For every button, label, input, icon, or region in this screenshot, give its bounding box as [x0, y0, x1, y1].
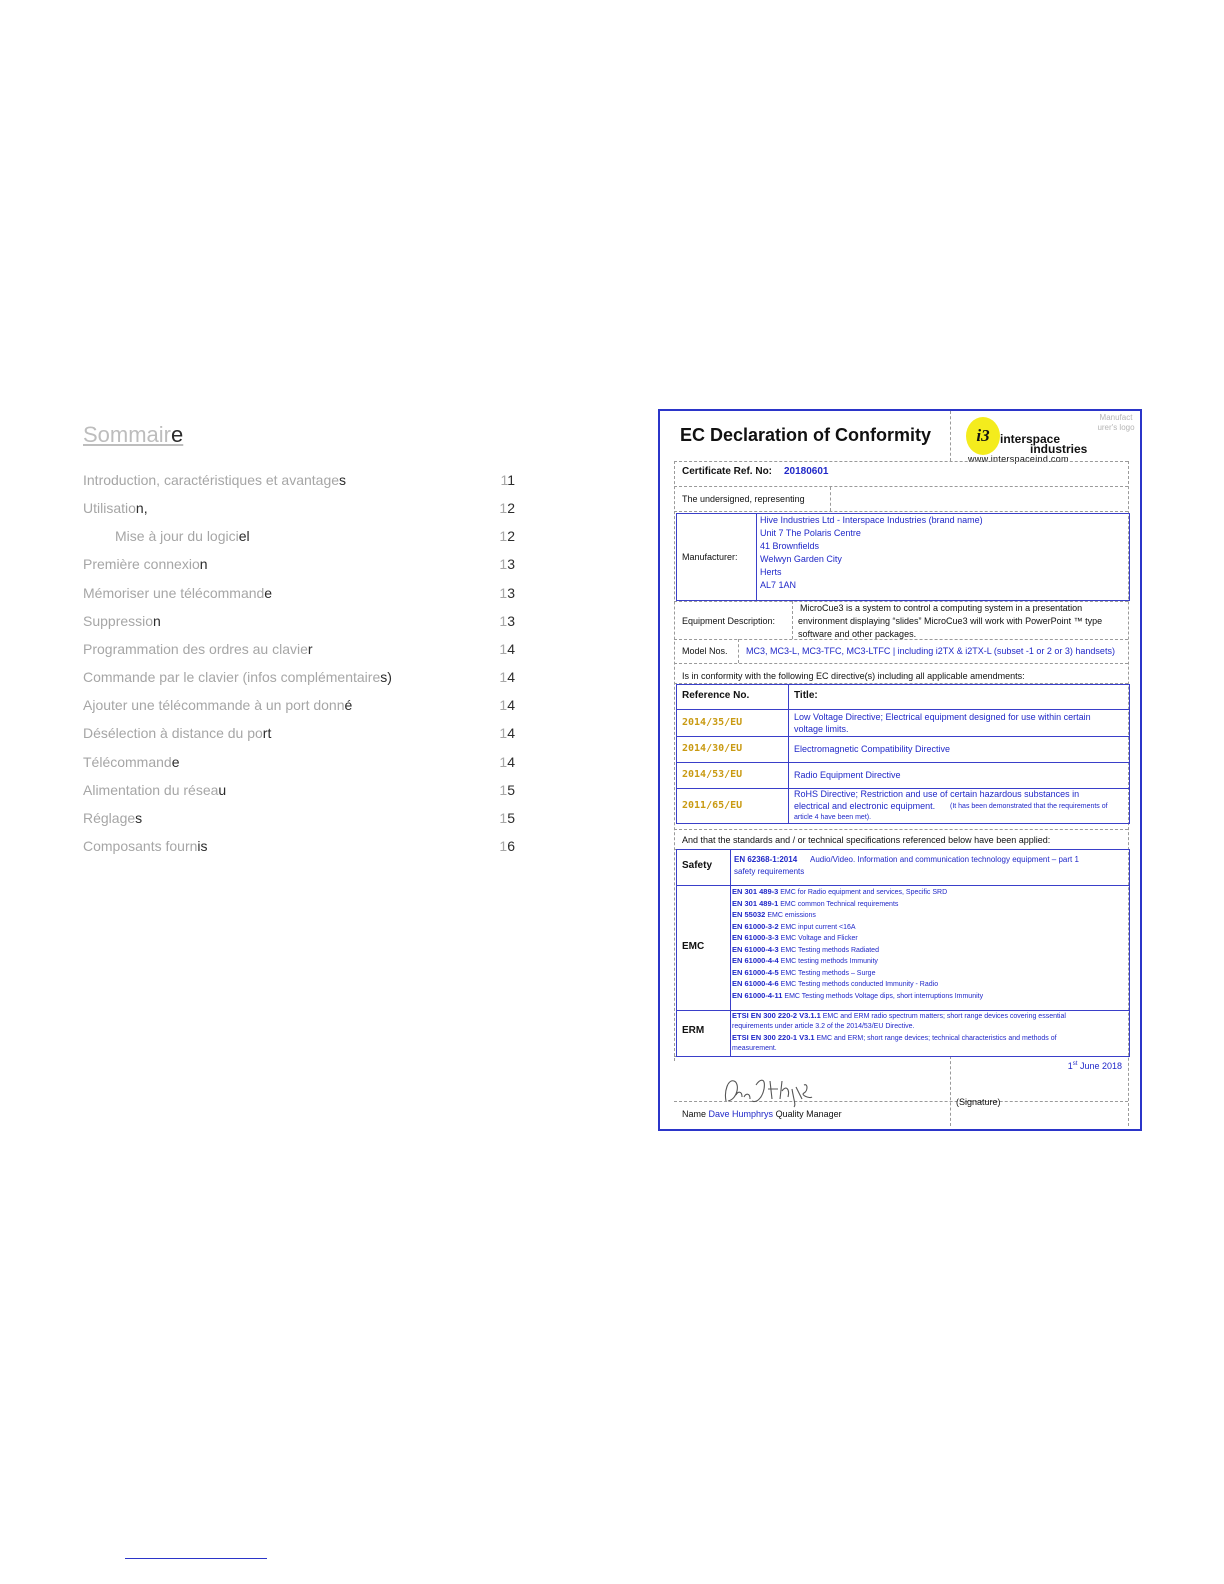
toc-entry-page: 12 — [499, 500, 515, 517]
directive-title: Electromagnetic Compatibility Directive — [794, 744, 951, 754]
directive-title: electrical and electronic equipment. — [794, 801, 936, 811]
cert-ref-value: 20180601 — [784, 466, 829, 477]
toc-entry[interactable] — [83, 556, 515, 578]
conformity-text: Is in conformity with the following EC directive(s) including all applicable amendments: — [682, 671, 1025, 681]
toc-entry-page: 14 — [499, 725, 515, 742]
toc-entry-page: 15 — [499, 781, 515, 798]
handwritten-signature-icon — [720, 1071, 820, 1109]
emc-standard: EN 61000-4-6 EMC Testing methods conducted Immunity - Radio — [732, 979, 939, 988]
toc-entry[interactable] — [83, 585, 515, 607]
toc-entry-label: Composants fournis — [83, 837, 208, 854]
toc-entry-page: 15 — [499, 809, 515, 826]
toc-entry-label: Suppression — [83, 612, 161, 629]
toc-entry[interactable] — [83, 725, 515, 747]
toc-entry-page: 11 — [500, 472, 515, 488]
toc-entry[interactable] — [83, 838, 515, 860]
toc-entry-page: 14 — [499, 640, 515, 657]
ec-declaration-certificate — [658, 409, 1142, 1131]
directive-title: Low Voltage Directive; Electrical equipment designed for use within certain — [794, 712, 1091, 722]
erm-label: ERM — [682, 1025, 705, 1036]
emc-standard: EN 301 489-1 EMC common Technical requirements — [732, 898, 899, 908]
safety-standard: EN 62368-1:2014 — [734, 855, 798, 864]
emc-standard: EN 61000-4-11 EMC Testing methods Voltage dips, short interruptions Immunity — [732, 990, 984, 1000]
erm-standard-desc: measurement. — [732, 1045, 777, 1052]
directive-ref: 2014/35/EU — [682, 717, 743, 728]
toc-entry-label: Télécommande — [83, 753, 180, 770]
directive-header-ref: Reference No. — [682, 690, 750, 701]
manufacturer-line: Hive Industries Ltd - Interspace Industries (brand name) — [760, 515, 983, 525]
toc-entry[interactable] — [83, 782, 515, 804]
equipment-line: environment displaying “slides” MicroCue3 will work with PowerPoint ™ type — [798, 616, 1103, 626]
emc-standard: EN 61000-3-2 EMC input current <16A — [732, 921, 856, 931]
directive-header-title: Title: — [794, 690, 818, 701]
toc-entry[interactable] — [83, 500, 515, 522]
toc-entry[interactable] — [115, 528, 515, 550]
toc-entry[interactable] — [83, 472, 515, 494]
logo-text-line2: industries — [1030, 442, 1088, 456]
erm-standard: ETSI EN 300 220-2 V3.1.1 EMC and ERM radio spectrum matters; short range devices covering essential — [732, 1011, 1066, 1020]
emc-standard: EN 55032 EMC emissions — [732, 910, 816, 919]
footnote-separator — [125, 1558, 267, 1559]
emc-standard: EN 61000-4-4 EMC testing methods Immunity — [732, 956, 878, 965]
toc-entry-page: 16 — [499, 837, 515, 854]
erm-standard: ETSI EN 300 220-1 V3.1 EMC and ERM; short range devices; technical characteristics and methods of — [732, 1033, 1057, 1042]
directive-note: (It has been demonstrated that the requirements of — [950, 803, 1108, 810]
toc-entry[interactable] — [83, 697, 515, 719]
directive-ref: 2014/53/EU — [682, 769, 743, 780]
toc-entry-label: Première connexion — [83, 556, 208, 573]
safety-label: Safety — [682, 860, 713, 871]
manufacturer-line: 41 Brownfields — [760, 541, 820, 551]
emc-label: EMC — [682, 941, 705, 952]
toc-entry-label: Mémoriser une télécommande — [83, 584, 273, 601]
toc-entry-label: Mise à jour du logiciel — [115, 528, 250, 545]
emc-standard: EN 61000-4-3 EMC Testing methods Radiated — [732, 944, 879, 954]
signatory: Name Dave Humphrys Quality Manager — [682, 1109, 842, 1119]
toc-entry-page: 13 — [499, 612, 515, 629]
directive-title: Radio Equipment Directive — [794, 770, 901, 780]
equipment-label: Equipment Description: — [682, 616, 776, 626]
toc-entry[interactable] — [83, 641, 515, 663]
manufacturer-line: Unit 7 The Polaris Centre — [760, 528, 861, 538]
toc-entry-page: 14 — [499, 669, 515, 686]
directive-ref: 2014/30/EU — [682, 743, 743, 754]
certificate-title: EC Declaration of Conformity — [680, 425, 932, 445]
emc-standard: EN 301 489-3 EMC for Radio equipment and services, Specific SRD — [732, 887, 948, 896]
toc-entry[interactable] — [83, 754, 515, 776]
standards-intro: And that the standards and / or technical specifications referenced below have been applied: — [682, 835, 1051, 845]
model-value: MC3, MC3-L, MC3-TFC, MC3-LTFC | including i2TX & i2TX-L (subset -1 or 2 or 3) handsets) — [746, 646, 1115, 656]
manufacturer-label: Manufacturer: — [682, 552, 738, 562]
logo-text-line1: interspace — [1000, 432, 1061, 446]
logo-url: www.interspaceind.com — [968, 454, 1069, 464]
directive-ref: 2011/65/EU — [682, 800, 743, 811]
manufacturer-line: Herts — [760, 567, 782, 577]
toc-entry-page: 14 — [499, 697, 515, 714]
toc-entry[interactable] — [83, 810, 515, 832]
toc-entry-page: 12 — [499, 528, 515, 545]
toc-entry[interactable] — [83, 669, 515, 691]
erm-standard-desc: requirements under article 3.2 of the 2014/53/EU Directive. — [732, 1023, 915, 1030]
manufacturer-line: Welwyn Garden City — [760, 554, 842, 564]
undersigned-text: The undersigned, representing — [682, 494, 805, 504]
toc-entry-label: Introduction, caractéristiques et avantages — [83, 472, 347, 488]
toc-entry-label: Programmation des ordres au clavier — [83, 640, 313, 657]
toc-entry[interactable] — [83, 613, 515, 635]
emc-standard: EN 61000-3-3 EMC Voltage and Flicker — [732, 933, 858, 942]
directive-title: voltage limits. — [794, 724, 849, 734]
emc-standard: EN 61000-4-5 EMC Testing methods – Surge — [732, 967, 876, 977]
directive-title: RoHS Directive; Restriction and use of certain hazardous substances in — [794, 789, 1080, 799]
toc-entry-label: Ajouter une télécommande à un port donné — [83, 697, 353, 714]
toc-entry-page: 14 — [499, 753, 515, 770]
toc-entry-label: Commande par le clavier (infos complémentaires) — [83, 669, 392, 686]
toc-entry-page: 13 — [499, 584, 515, 601]
logo-placeholder-note: Manufact urer's logo — [1097, 413, 1135, 432]
equipment-line: MicroCue3 is a system to control a computing system in a presentation — [800, 603, 1083, 613]
signature-label: (Signature) — [956, 1097, 1001, 1107]
toc-entry-label: Réglages — [83, 809, 143, 826]
cert-ref-label: Certificate Ref. No: — [682, 466, 773, 477]
manufacturer-line: AL7 1AN — [760, 580, 797, 590]
model-label: Model Nos. — [682, 646, 728, 656]
interspace-logo-icon: i3 — [966, 417, 1000, 455]
declaration-date: 1st June 2018 — [1067, 1061, 1122, 1071]
safety-desc: Audio/Video. Information and communication technology equipment – part 1 — [810, 855, 1079, 864]
safety-desc: safety requirements — [734, 867, 805, 876]
toc-title: Sommaire — [83, 422, 184, 447]
toc-entry-label: Désélection à distance du port — [83, 725, 272, 742]
toc-entry-label: Utilisation, — [83, 500, 148, 517]
directive-note: article 4 have been met). — [794, 814, 872, 821]
toc-entry-label: Alimentation du réseau — [83, 781, 227, 798]
toc-entry-page: 13 — [499, 556, 515, 573]
equipment-line: software and other packages. — [798, 629, 917, 639]
